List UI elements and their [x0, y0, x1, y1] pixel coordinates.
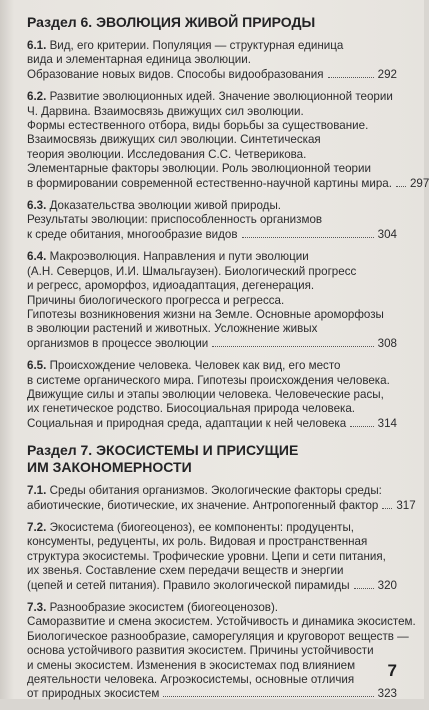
entry-page-number: 304 [377, 227, 397, 241]
entry-line [27, 359, 397, 373]
entry-line [27, 90, 397, 104]
entry-line-text: абиотические, биотические, их значение. Антропогенный фактор [27, 498, 379, 512]
entry-number: 7.3. [27, 601, 47, 614]
entry-line-text: к среде обитания, многообразие видов [27, 227, 238, 241]
entry-line [27, 250, 397, 264]
entry-line [27, 673, 397, 687]
entry-line [27, 564, 397, 578]
entry-line [27, 388, 397, 402]
entry-line-text: консументы, редуценты, их роль. Видовая и пространственная [27, 535, 368, 549]
entry-page-number: 320 [377, 578, 397, 592]
entry-text [27, 53, 251, 66]
entry-line [27, 644, 397, 658]
entry-text [27, 564, 343, 577]
entry-line-text: Доказательства эволюции живой природы. [49, 199, 281, 213]
toc-entry [27, 359, 397, 431]
entry-text [27, 39, 343, 52]
entry-line-text: Макроэволюция. Направления и пути эволюции [49, 250, 309, 264]
entry-line-text: Вид, его критерии. Популяция — структурная единица [49, 39, 344, 52]
entry-number: 7.1. [27, 484, 47, 498]
section-6-label: Раздел 6. [27, 14, 93, 30]
entry-text [27, 579, 350, 593]
entry-page-number: 317 [396, 498, 416, 512]
entry-line-text: Взаимосвязь движущих сил эволюции. Синтетическая [27, 133, 321, 147]
entry-line [27, 162, 397, 176]
entry-text [27, 148, 306, 161]
entry-line-text: Разнообразие экосистем (биогеоценозов). [49, 601, 279, 614]
entry-line [27, 687, 397, 701]
entry-text [27, 644, 374, 657]
entry-text [27, 601, 278, 614]
entry-line-text: теория эволюции. Исследования С.С. Четверикова. [27, 147, 307, 161]
entry-line [27, 402, 397, 416]
entry-line [27, 228, 397, 242]
entry-line [27, 39, 397, 53]
entry-line-text: Среды обитания организмов. Экологические факторы среды: [49, 484, 382, 498]
toc-entry [27, 601, 416, 702]
entry-number: 7.2. [27, 520, 47, 534]
dot-leader [354, 588, 374, 589]
entry-line-text: Ч. Дарвина. Взаимосвязь движущих сил эволюции. [27, 104, 304, 118]
section-6-heading [27, 14, 397, 31]
entry-text [27, 119, 368, 132]
entry-line-text: и смены экосистем. Изменения в экосистемах под влиянием [27, 658, 356, 672]
entry-line-text: Биологическое разнообразие, саморегуляция и круговорот веществ — [27, 629, 409, 643]
entry-line [27, 279, 397, 293]
entry-text [27, 250, 309, 263]
entry-line [27, 550, 397, 564]
entry-text [27, 308, 384, 321]
entry-line [27, 148, 397, 162]
entry-number: 6.4. [27, 250, 47, 264]
entry-line [27, 133, 397, 147]
toc-entry [27, 39, 397, 82]
entry-text [27, 68, 324, 82]
entry-line-text: Саморазвитие и смена экосистем. Устойчивость и динамика экосистем. [27, 615, 416, 629]
entry-line-text: Гипотезы возникновения жизни на Земле. Основные ароморфозы [27, 307, 384, 321]
entry-text [27, 133, 321, 146]
entry-line [27, 308, 397, 322]
entry-text [27, 105, 304, 118]
section-7-title-line2: ИМ ЗАКОНОМЕРНОСТИ [27, 459, 192, 476]
entry-line [27, 53, 397, 67]
entry-text [27, 659, 355, 672]
entry-line [27, 119, 397, 133]
entry-text [27, 388, 384, 401]
entry-line-text: и регресс, ароморфоз, идиоадаптация, дегенерация. [27, 279, 315, 293]
entry-text [27, 322, 317, 335]
entry-text [27, 535, 367, 548]
entry-text [27, 484, 382, 497]
entry-text [27, 615, 416, 628]
entry-text [27, 550, 386, 563]
entry-text [27, 417, 346, 431]
entry-line [27, 535, 397, 549]
entry-line-text: деятельности человека. Агроэкосистемы, основные отличия [27, 673, 355, 687]
entry-text [27, 359, 340, 372]
entry-line-text: Происхождение человека. Человек как вид, его место [49, 359, 341, 373]
entry-text [27, 177, 392, 191]
entry-text [27, 90, 393, 103]
entry-number: 6.5. [27, 359, 47, 373]
entry-text [27, 630, 409, 643]
entry-line-text: структура экосистемы. Трофические уровни. Цепи и сети питания, [27, 549, 386, 563]
entry-line-text: основа устойчивого развития экосистем. Причины устойчивости [27, 644, 374, 658]
dot-leader [350, 426, 373, 427]
entry-line-text: их генетическое родство. Биосоциальная природа человека. [27, 402, 356, 416]
entry-line [27, 417, 397, 431]
entry-text [27, 673, 354, 686]
entry-line-text: от природных экосистем [27, 687, 160, 701]
entry-line [27, 294, 397, 308]
entry-text [27, 337, 208, 351]
entry-line [27, 615, 416, 629]
toc-entry [27, 199, 397, 242]
dot-leader [163, 696, 373, 697]
section-7-entries [27, 484, 416, 702]
entry-line [27, 521, 397, 535]
entry-line [27, 484, 397, 498]
entry-line [27, 579, 397, 593]
entry-text [27, 279, 314, 292]
toc-entry [27, 521, 397, 593]
entry-page-number: 314 [377, 416, 397, 430]
table-of-contents [27, 14, 429, 710]
entry-line-text: Социальная и природная среда, адаптации к ней человека [27, 416, 347, 430]
entry-line [27, 265, 397, 279]
entry-text [27, 294, 284, 307]
dot-leader [396, 186, 406, 187]
entry-line [27, 659, 397, 673]
entry-text [27, 228, 238, 242]
section-7-title-line1: ЭКОСИСТЕМЫ И ПРИСУЩИЕ [96, 442, 299, 459]
entry-text [27, 213, 322, 226]
entry-number: 6.3. [27, 199, 47, 213]
entry-text [27, 499, 378, 513]
entry-line [27, 601, 397, 615]
entry-line-text: (А.Н. Северцов, И.И. Шмальгаузен). Биологический прогресс [27, 264, 357, 278]
section-6-entries [27, 39, 429, 431]
entry-line [27, 213, 397, 227]
entry-text [27, 374, 390, 387]
toc-entry [27, 90, 429, 191]
entry-line-text: вида и элементарная единица эволюции. [27, 53, 251, 67]
entry-line-text: в системе органического мира. Гипотезы происхождения человека. [27, 373, 390, 387]
entry-line-text: в эволюции растений и животных. Усложнение живых [27, 322, 318, 336]
toc-entry [27, 484, 416, 513]
section-7-heading [27, 442, 397, 476]
entry-line [27, 337, 397, 351]
entry-line-text: Причины биологического прогресса и регресса. [27, 293, 285, 307]
entry-line-text: (цепей и сетей питания). Правило экологической пирамиды [27, 578, 350, 592]
entry-line-text: в формировании современной естественно-научной картины мира. [27, 176, 392, 190]
dot-leader [242, 237, 374, 238]
section-7-label: Раздел 7. [27, 442, 93, 459]
entry-line-text: Развитие эволюционных идей. Значение эволюционной теории [49, 90, 393, 104]
dot-leader [212, 346, 373, 347]
page-number: 7 [387, 661, 397, 680]
entry-line [27, 322, 397, 336]
entry-page-number: 323 [377, 687, 397, 701]
entry-line [27, 176, 429, 191]
entry-line-text: их звенья. Составление схем передачи веществ и энергии [27, 564, 344, 578]
entry-text [27, 521, 354, 534]
entry-page-number: 292 [377, 67, 397, 81]
entry-page-number: 308 [377, 336, 397, 350]
dot-leader [328, 77, 374, 78]
entry-line [27, 498, 416, 513]
entry-line-text: Экосистема (биогеоценоз), ее компоненты: продуценты, [49, 520, 354, 534]
entry-number: 6.2. [27, 90, 47, 104]
entry-line-text: Движущие силы и этапы эволюции человека. Человеческие расы, [27, 387, 384, 401]
dot-leader [382, 508, 392, 509]
entry-text [27, 265, 356, 278]
entry-text [27, 687, 159, 701]
entry-text [27, 199, 281, 212]
section-6-title: ЭВОЛЮЦИЯ ЖИВОЙ ПРИРОДЫ [96, 14, 316, 30]
toc-entry [27, 250, 397, 351]
entry-line [27, 199, 397, 213]
entry-page-number: 297 [409, 176, 429, 190]
entry-line-text: организмов в процессе эволюции [27, 336, 209, 350]
entry-line-text: Формы естественного отбора, виды борьбы за существование. [27, 119, 369, 133]
entry-text [27, 162, 371, 175]
entry-line [27, 105, 397, 119]
entry-number: 6.1. [27, 39, 47, 52]
entry-line-text: Элементарные факторы эволюции. Роль эволюционной теории [27, 162, 371, 176]
entry-line-text: Образование новых видов. Способы видообразования [27, 67, 324, 81]
entry-line [27, 68, 397, 82]
entry-line-text: Результаты эволюции: приспособленность организмов [27, 213, 323, 227]
entry-line [27, 374, 397, 388]
entry-line [27, 629, 409, 644]
entry-text [27, 402, 355, 415]
